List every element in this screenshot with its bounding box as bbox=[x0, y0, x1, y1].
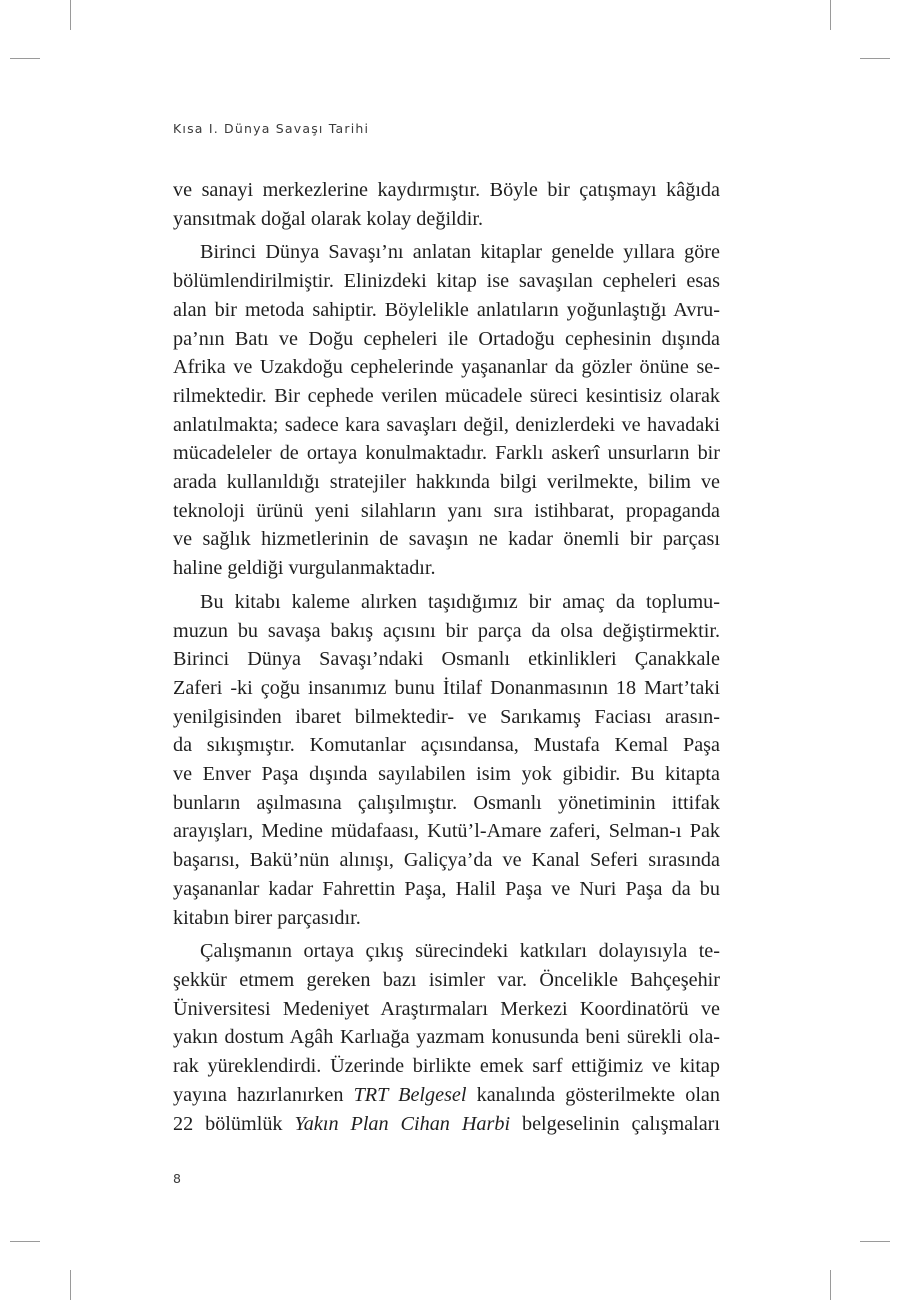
text-line: teknoloji ürünü yeni silahların yanı sıra istihbarat, propaganda bbox=[173, 499, 720, 522]
text-line: ve Enver Paşa dışında sayılabilen isim yok gibidir. Bu kitapta bbox=[173, 763, 720, 786]
text-run: yayına hazırlanırken bbox=[173, 1083, 354, 1106]
crop-mark bbox=[860, 58, 890, 59]
italic-title: TRT Belgesel bbox=[353, 1083, 467, 1106]
text-line: anlatılmakta; sadece kara savaşları değil, denizlerdeki ve havadaki bbox=[173, 413, 720, 436]
text-line: da sıkışmıştır. Komutanlar açısındansa, Mustafa Kemal Paşa bbox=[173, 734, 720, 757]
text-line: arayışları, Medine müdafaası, Kutü’l-Amare zaferi, Selman-ı Pak bbox=[173, 820, 720, 843]
crop-mark bbox=[830, 1270, 831, 1300]
text-line: kitabın birer parçasıdır. bbox=[173, 906, 361, 929]
text-line: ve sanayi merkezlerine kaydırmıştır. Böyle bir çatışmayı kâğıda bbox=[173, 179, 720, 201]
text-line: Üniversitesi Medeniyet Araştırmaları Merkezi Koordinatörü ve bbox=[173, 997, 720, 1020]
text-line: Birinci Dünya Savaşı’nı anlatan kitaplar genelde yıllara göre bbox=[200, 241, 720, 264]
text-run: kanalında gösterilmekte olan bbox=[466, 1083, 720, 1106]
text-line: Birinci Dünya Savaşı’ndaki Osmanlı etkinlikleri Çanakkale bbox=[173, 648, 720, 671]
text-run: belgeselinin çalışmaları bbox=[510, 1112, 721, 1135]
text-line bbox=[173, 1110, 720, 1139]
italic-title: Yakın Plan Cihan Harbi bbox=[294, 1112, 511, 1135]
body-text bbox=[173, 176, 720, 1143]
crop-mark bbox=[10, 58, 40, 59]
text-line: rilmektedir. Bir cephede verilen mücadele süreci kesintisiz olarak bbox=[173, 384, 720, 407]
text-line: başarısı, Bakü’nün alınışı, Galiçya’da ve Kanal Seferi sırasında bbox=[173, 849, 720, 872]
text-line: pa’nın Batı ve Doğu cepheleri ile Ortadoğu cephesinin dışında bbox=[173, 327, 720, 350]
crop-mark bbox=[830, 0, 831, 30]
crop-mark bbox=[860, 1241, 890, 1242]
text-line: haline geldiği vurgulanmaktadır. bbox=[173, 557, 436, 580]
page-number: 8 bbox=[173, 1171, 181, 1186]
crop-mark bbox=[10, 1241, 40, 1242]
paragraph bbox=[173, 588, 720, 932]
text-line: bölümlendirilmiştir. Elinizdeki kitap ise savaşılan cepheleri esas bbox=[173, 270, 720, 293]
text-line: arada kullanıldığı stratejiler hakkında bilgi verilmekte, bilim ve bbox=[173, 471, 720, 494]
paragraph bbox=[173, 937, 720, 1138]
text-line: Çalışmanın ortaya çıkış sürecindeki katkıları dolayısıyla te- bbox=[200, 940, 720, 963]
crop-mark bbox=[70, 0, 71, 30]
text-line: ve sağlık hizmetlerinin de savaşın ne kadar önemli bir parçası bbox=[173, 528, 720, 551]
text-line: Bu kitabı kaleme alırken taşıdığımız bir amaç da toplumu- bbox=[200, 590, 720, 613]
text-line: Zaferi -ki çoğu insanımız bunu İtilaf Donanmasının 18 Mart’taki bbox=[173, 676, 720, 699]
text-line: yenilgisinden ibaret bilmektedir- ve Sarıkamış Faciası arasın- bbox=[173, 705, 720, 728]
text-line: rak yüreklendirdi. Üzerinde birlikte emek sarf ettiğimiz ve kitap bbox=[173, 1055, 720, 1078]
paragraph bbox=[173, 238, 720, 582]
text-line: yaşananlar kadar Fahrettin Paşa, Halil Paşa ve Nuri Paşa da bu bbox=[173, 877, 720, 900]
text-line: bunların aşılmasına çalışılmıştır. Osmanlı yönetiminin ittifak bbox=[173, 791, 720, 814]
crop-mark bbox=[70, 1270, 71, 1300]
text-run: 22 bölümlük bbox=[173, 1112, 295, 1135]
text-line bbox=[173, 1081, 720, 1110]
text-line: muzun bu savaşa bakış açısını bir parça da olsa değiştirmektir. bbox=[173, 619, 720, 642]
text-line: alan bir metoda sahiptir. Böylelikle anlatıların yoğunlaştığı Avru- bbox=[173, 298, 720, 321]
text-line: şekkür etmem gereken bazı isimler var. Öncelikle Bahçeşehir bbox=[173, 968, 720, 991]
text-line: Afrika ve Uzakdoğu cephelerinde yaşananlar da gözler önüne se- bbox=[173, 356, 720, 379]
text-line: mücadeleler de ortaya konulmaktadır. Farklı askerî unsurların bir bbox=[173, 442, 720, 465]
text-line: yansıtmak doğal olarak kolay değildir. bbox=[173, 207, 484, 230]
paragraph bbox=[173, 176, 720, 233]
text-line: yakın dostum Agâh Karlıağa yazmam konusunda beni sürekli ola- bbox=[173, 1026, 720, 1049]
running-header: Kısa I. Dünya Savaşı Tarihi bbox=[173, 121, 370, 136]
